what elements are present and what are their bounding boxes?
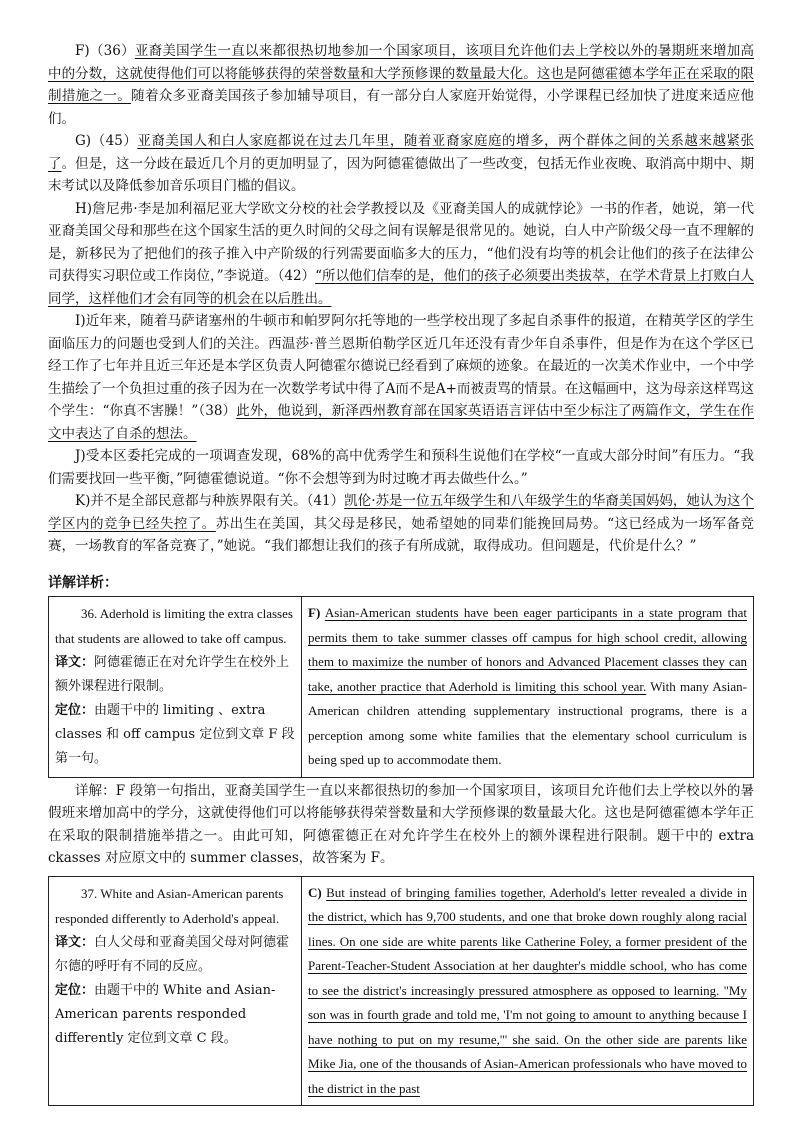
passage-label: F) bbox=[308, 605, 321, 620]
passage-cell bbox=[302, 876, 754, 1106]
question-number: （36） bbox=[89, 43, 135, 59]
document-page bbox=[48, 40, 754, 1106]
translation-text: 阿德霍德正在对允许学生在校外上额外课程进行限制。 bbox=[55, 655, 290, 694]
passage-label: C) bbox=[308, 884, 322, 900]
paragraph-label: G) bbox=[75, 133, 92, 149]
analysis-table-37 bbox=[48, 876, 754, 1107]
paragraph-f bbox=[48, 40, 754, 130]
paragraph-h bbox=[48, 198, 754, 311]
paragraph-g bbox=[48, 130, 754, 198]
question-cell bbox=[49, 597, 302, 778]
paragraph-k bbox=[48, 490, 754, 558]
locate-label: 定位： bbox=[55, 703, 95, 718]
question-text: 36. Aderhold is limiting the extra classes that students are allowed to take off campus. bbox=[55, 606, 293, 646]
paragraph-text: 并不是全部民意都与种族界限有关。 bbox=[90, 493, 307, 509]
paragraph-text: 受本区委托完成的一项调查发现，68%的高中优秀学生和预科生说他们在学校“一直或大部分时间”有压力。“我们需要找回一些平衡，”阿德霍德说道。“你不会想等到为时过晚才再去做些什么。” bbox=[48, 448, 754, 487]
question-cell bbox=[49, 876, 302, 1106]
question-number: （42） bbox=[277, 268, 316, 284]
passage-text: With many Asian-American children attending supplementary instructional programs, there is a perception among some white families that the elementary school curriculum is being sped up to accommodate them. bbox=[308, 678, 748, 767]
paragraph-text: 詹尼弗·李是加利福尼亚大学欧文分校的社会学教授以及《亚裔美国人的成就悖论》一书的作者，她说，第一代亚裔美国父母和那些在这个国家生活的更久时间的父母之间有误解是很常见的。她说，白人中产阶级父母一直不理解的是，新移民为了把他们的孩子推入中产阶级的行列需要面临多大的压力，“他们没有均等的机会让他们的孩子在法律公司获得实习职位或工作岗位，”李说道。 bbox=[48, 200, 754, 284]
underlined-answer: “所以他们信奉的是，他们的孩子必须要出类拔萃，在学术背景上打败白人同学，这样他们才会有同等的机会在以后胜出。 bbox=[48, 268, 754, 307]
locate bbox=[55, 699, 295, 771]
locate bbox=[55, 979, 295, 1051]
locate-text: 由题干中的 White and Asian-American parents responded differently 定位到文章 C 段。 bbox=[55, 982, 276, 1046]
translation-label: 译文： bbox=[55, 655, 95, 670]
paragraph-label: K) bbox=[75, 493, 91, 509]
locate-text: 由题干中的 limiting 、extra classes 和 off campus 定位到文章 F 段第一句。 bbox=[55, 703, 295, 766]
passage-cell bbox=[302, 597, 754, 778]
paragraph-text: 随着众多亚裔美国孩子参加辅导项目，有一部分白人家庭开始觉得，小学课程已经加快了进度来适应他们。 bbox=[48, 88, 755, 127]
question-text: 37. White and Asian-American parents responded differently to Aderhold's appeal. bbox=[55, 885, 284, 926]
paragraph-label: F) bbox=[75, 43, 90, 59]
paragraph-text: 苏出生在美国，其父母是移民，她希望她的同辈们能挽回局势。“这已经成为一场军备竞赛，一场教育的军备竞赛了，”她说。“我们都想让我们的孩子有所成就，取得成功。但问题是，代价是什么？” bbox=[48, 515, 755, 554]
question-number: （38） bbox=[198, 403, 237, 419]
translation-label: 译文： bbox=[55, 934, 95, 950]
detail-explanation: 详解：F 段第一句指出，亚裔美国学生一直以来都很热切的参加一个国家项目，该项目允许他们去上学校以外的暑假班来增加高中的学分，这就使得他们可以将能够获得荣誉数量和大学预修课的数量最大化。这也是阿德霍德本学年正在采取的限制措施举措之一。由此可知，阿德霍德正在对允许学生在校外上的额外课程进行限制。题干中的 extra ckasses 对应原文中的 summer classes，故答案为 F。 bbox=[48, 782, 754, 866]
underlined-answer: 亚裔美国学生一直以来都很热切地参加一个国家项目，该项目允许他们去上学校以外的暑期班来增加高中的分数，这就使得他们可以将能够获得的荣誉数量和大学预修课的数量最大化。这也是阿德霍德本学年正在采取的限制措施之一。 bbox=[48, 43, 754, 104]
underlined-answer: 凯伦·苏是一位五年级学生和八年级学生的华裔美国妈妈，她认为这个学区内的竞争已经失控了。 bbox=[48, 493, 754, 532]
passage-underlined: But instead of bringing families together, Aderhold's letter revealed a divide in the district, which has 9,700 students, and one that broke down roughly along racial lines. On one side are white parents like Catherine Foley, a former president of the Parent-Teacher-Student Association at her daughter's middle school, who has come to see the district's increasingly pressured atmosphere as opposed to learning. "My son was in fourth grade and told me, 'I'm not going to amount to anything because I have nothing to put on my resume,'" she said. On the other side are parents like Mike Jia, one of the thousands of Asian-American professionals who have moved to the district in the past bbox=[308, 884, 748, 1096]
underlined-answer: 此外，他说到，新泽西州教育部在国家英语语言评估中至少标注了两篇作文，学生在作文中表达了自杀的想法。 bbox=[48, 403, 754, 442]
question-number: （41） bbox=[306, 493, 345, 509]
paragraph-text: 。但是，这一分歧在最近几个月的更加明显了，因为阿德霍德做出了一些改变，包括无作业夜晚、取消高中期中、期末考试以及降低参加音乐项目门槛的倡议。 bbox=[48, 155, 755, 194]
translation bbox=[55, 651, 295, 699]
translation-text: 白人父母和亚裔美国父母对阿德霍尔德的呼吁有不同的反应。 bbox=[55, 934, 290, 974]
underlined-answer: 亚裔美国人和白人家庭都说在过去几年里，随着亚裔家庭庭的增多，两个群体之间的关系越来越紧张了 bbox=[48, 133, 755, 172]
translation bbox=[55, 931, 295, 979]
paragraph-label: I) bbox=[75, 313, 86, 329]
paragraph-label: J) bbox=[75, 448, 86, 464]
passage-underlined: Asian-American students have been eager participants in a state program that permits them to take summer classes off campus for high school credit, allowing them to maximize the number of honors and Advanced Placement classes they can take, another practice that Aderhold is limiting this school year. bbox=[308, 605, 747, 694]
question-number: （45） bbox=[91, 133, 138, 149]
paragraph-label: H) bbox=[75, 200, 93, 217]
analysis-table-36 bbox=[48, 596, 754, 778]
paragraph-j bbox=[48, 445, 754, 490]
paragraph-text: 近年来，随着马萨诸塞州的牛顿市和帕罗阿尔托等地的一些学校出现了多起自杀事件的报道，在精英学区的学生面临压力的问题也受到人们的关注。西温莎·普兰恩斯伯勒学区近几年还没有青少年自杀事件，但是作为在这个学区已经工作了七年并且近三年还是本学区负责人阿德霍尔德说已经看到了麻烦的迹象。在最近的一次美术作业中，一个中学生描绘了一个负担过重的孩子因为在一次数学考试中得了A而不是A+而被责骂的情景。在这幅画中，这为母亲这样骂这个学生：“你真不害臊！” bbox=[48, 313, 754, 419]
section-title: 详解详析： bbox=[48, 574, 118, 591]
paragraph-i bbox=[48, 310, 754, 445]
locate-label: 定位： bbox=[55, 982, 95, 998]
